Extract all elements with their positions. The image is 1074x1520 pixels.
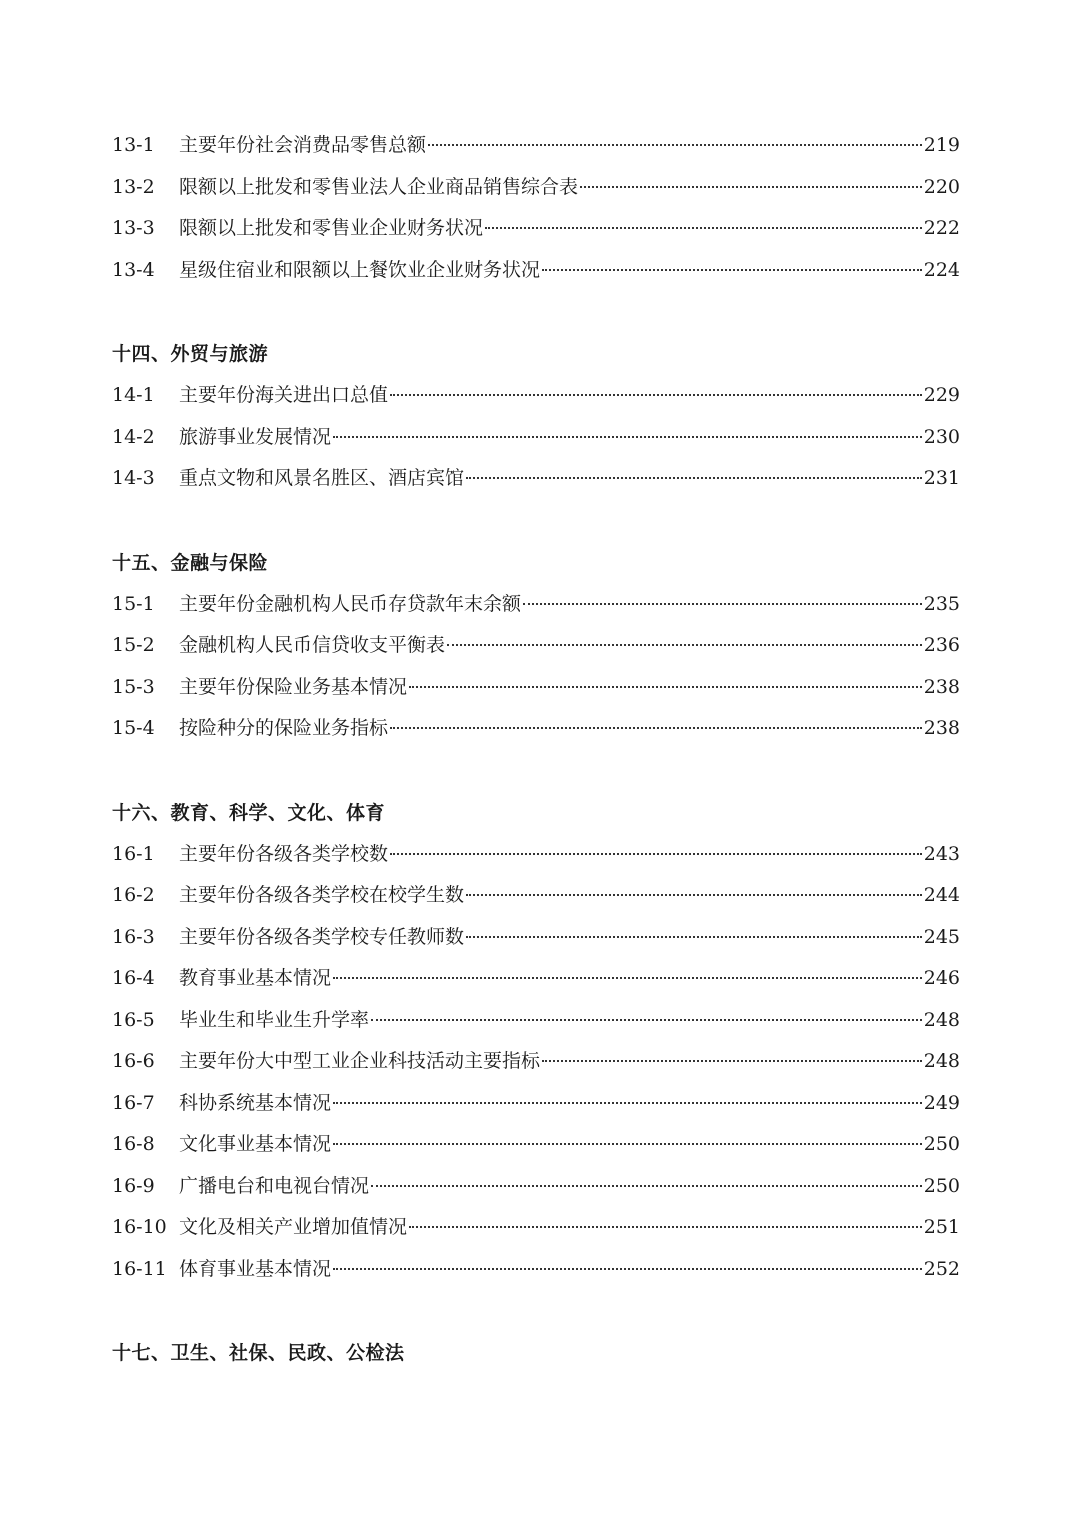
toc-entry[interactable] [112, 375, 960, 417]
entry-title: 文化及相关产业增加值情况 [179, 1216, 408, 1238]
entry-number: 16-7 [112, 1091, 155, 1114]
entry-number: 14-2 [112, 425, 155, 448]
entry-page-number: 219 [923, 134, 960, 156]
dot-leader [390, 727, 922, 729]
entry-number: 16-8 [112, 1133, 155, 1155]
dot-leader [466, 894, 922, 896]
dot-leader [466, 477, 922, 479]
toc-entry[interactable] [112, 584, 960, 626]
entry-title: 限额以上批发和零售业企业财务状况 [179, 217, 484, 239]
entry-page-number: 230 [923, 425, 960, 448]
dot-leader [390, 853, 922, 855]
entry-title: 主要年份社会消费品零售总额 [179, 134, 427, 156]
toc-section-17 [112, 1332, 960, 1374]
toc-entry[interactable] [112, 958, 960, 1000]
dot-leader [523, 603, 922, 605]
entry-page-number: 245 [923, 925, 960, 948]
entry-page-number: 235 [923, 592, 960, 615]
dot-leader [409, 1226, 922, 1228]
dot-leader [428, 144, 922, 146]
entry-title: 星级住宿业和限额以上餐饮业企业财务状况 [179, 258, 541, 281]
dot-leader [333, 1268, 922, 1270]
entry-number: 14-3 [112, 467, 155, 489]
toc-entry[interactable] [112, 917, 960, 959]
entry-page-number: 224 [923, 258, 960, 281]
entry-number: 16-10 [112, 1216, 167, 1238]
section-heading: 十六、教育、科学、文化、体育 [112, 801, 386, 824]
toc-entry[interactable] [112, 417, 960, 459]
dot-leader [333, 436, 922, 438]
toc-entry[interactable] [112, 250, 960, 292]
dot-leader [409, 686, 922, 688]
toc-section-15 [112, 542, 960, 750]
entry-page-number: 238 [923, 717, 960, 739]
entry-title: 主要年份海关进出口总值 [179, 384, 389, 406]
toc-entry[interactable] [112, 208, 960, 250]
entry-page-number: 249 [923, 1091, 960, 1114]
entry-number: 15-4 [112, 717, 155, 739]
entry-title: 科协系统基本情况 [179, 1091, 332, 1114]
entry-title: 重点文物和风景名胜区、酒店宾馆 [179, 467, 465, 489]
entry-number: 15-2 [112, 634, 155, 656]
entry-number: 16-3 [112, 925, 155, 948]
entry-page-number: 244 [923, 884, 960, 906]
entry-number: 13-2 [112, 175, 155, 198]
entry-number: 16-6 [112, 1050, 155, 1072]
entry-title: 旅游事业发展情况 [179, 425, 332, 448]
dot-leader [333, 977, 922, 979]
entry-title: 毕业生和毕业生升学率 [179, 1008, 370, 1031]
section-heading: 十四、外贸与旅游 [112, 343, 269, 365]
toc-entry[interactable] [112, 1083, 960, 1125]
entry-page-number: 238 [923, 675, 960, 698]
entry-number: 16-2 [112, 884, 155, 906]
entry-title: 主要年份大中型工业企业科技活动主要指标 [179, 1050, 541, 1072]
toc-entry[interactable] [112, 1207, 960, 1249]
toc-entry[interactable] [112, 458, 960, 500]
entry-number: 13-1 [112, 134, 155, 156]
entry-page-number: 250 [923, 1174, 960, 1197]
entry-page-number: 229 [923, 384, 960, 406]
entry-title: 主要年份各级各类学校数 [179, 842, 389, 865]
toc-section-13 [112, 125, 960, 291]
toc-section-14 [112, 333, 960, 500]
section-heading: 十七、卫生、社保、民政、公检法 [112, 1342, 405, 1364]
entry-page-number: 220 [923, 175, 960, 198]
toc-entry[interactable] [112, 1000, 960, 1042]
toc-entry[interactable] [112, 167, 960, 209]
toc-section-16 [112, 792, 960, 1291]
toc-entry[interactable] [112, 1124, 960, 1166]
dot-leader [542, 269, 922, 271]
entry-page-number: 246 [923, 967, 960, 989]
entry-title: 限额以上批发和零售业法人企业商品销售综合表 [179, 175, 579, 198]
dot-leader [466, 936, 922, 938]
entry-number: 14-1 [112, 384, 155, 406]
toc-entry[interactable] [112, 667, 960, 709]
dot-leader [580, 186, 922, 188]
dot-leader [333, 1102, 922, 1104]
table-of-contents [112, 125, 960, 1374]
toc-entry[interactable] [112, 875, 960, 917]
dot-leader [333, 1143, 922, 1145]
entry-title: 主要年份保险业务基本情况 [179, 675, 408, 698]
entry-title: 主要年份各级各类学校在校学生数 [179, 884, 465, 906]
dot-leader [390, 394, 922, 396]
entry-number: 16-4 [112, 967, 155, 989]
entry-number: 16-11 [112, 1257, 167, 1280]
entry-title: 广播电台和电视台情况 [179, 1174, 370, 1197]
toc-entry[interactable] [112, 1249, 960, 1291]
entry-page-number: 231 [923, 467, 960, 489]
dot-leader [447, 644, 922, 646]
entry-title: 主要年份各级各类学校专任教师数 [179, 925, 465, 948]
entry-number: 16-5 [112, 1008, 155, 1031]
dot-leader [542, 1060, 922, 1062]
entry-number: 13-4 [112, 258, 155, 281]
entry-title: 文化事业基本情况 [179, 1133, 332, 1155]
dot-leader [485, 227, 922, 229]
toc-entry[interactable] [112, 1041, 960, 1083]
entry-title: 按险种分的保险业务指标 [179, 717, 389, 739]
section-heading: 十五、金融与保险 [112, 551, 269, 574]
entry-page-number: 243 [923, 842, 960, 865]
entry-page-number: 236 [923, 634, 960, 656]
dot-leader [371, 1019, 922, 1021]
entry-title: 金融机构人民币信贷收支平衡表 [179, 634, 446, 656]
entry-page-number: 248 [923, 1050, 960, 1072]
toc-entry[interactable] [112, 708, 960, 750]
entry-title: 体育事业基本情况 [179, 1257, 332, 1280]
entry-number: 16-9 [112, 1174, 155, 1197]
toc-entry[interactable] [112, 125, 960, 167]
entry-number: 15-3 [112, 675, 155, 698]
entry-page-number: 251 [923, 1216, 960, 1238]
entry-number: 15-1 [112, 592, 155, 615]
entry-title: 主要年份金融机构人民币存贷款年末余额 [179, 592, 522, 615]
toc-entry[interactable] [112, 1166, 960, 1208]
toc-entry[interactable] [112, 625, 960, 667]
entry-page-number: 250 [923, 1133, 960, 1155]
dot-leader [371, 1185, 922, 1187]
entry-title: 教育事业基本情况 [179, 967, 332, 989]
toc-entry[interactable] [112, 834, 960, 876]
entry-number: 13-3 [112, 217, 155, 239]
entry-page-number: 222 [923, 217, 960, 239]
entry-number: 16-1 [112, 842, 155, 865]
entry-page-number: 252 [923, 1257, 960, 1280]
entry-page-number: 248 [923, 1008, 960, 1031]
